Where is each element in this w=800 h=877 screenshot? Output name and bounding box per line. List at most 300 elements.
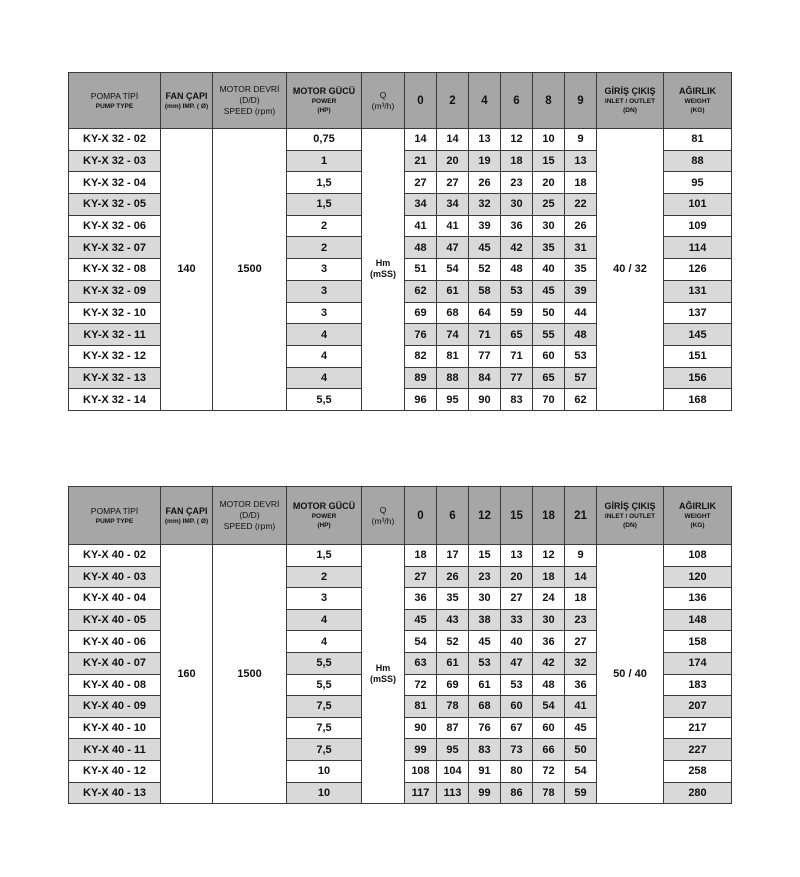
inlet-outlet-unit: (DN)	[623, 522, 637, 529]
motor-power-cell: 7,5	[287, 739, 362, 761]
head-value-cell: 57	[565, 367, 597, 389]
head-unit-line1: Hm	[375, 258, 391, 269]
pump-type-label-en: PUMP TYPE	[95, 102, 134, 110]
weight-unit: (KG)	[690, 522, 705, 529]
head-value-cell: 23	[469, 566, 501, 588]
motor-power-cell: 1,5	[287, 194, 362, 216]
inlet-outlet-label: GİRİŞ ÇIKIŞ	[604, 501, 656, 511]
head-value-cell: 36	[565, 674, 597, 696]
head-value-cell: 25	[533, 194, 565, 216]
pump-type-label-en: PUMP TYPE	[95, 517, 134, 525]
head-value-cell: 78	[437, 696, 469, 718]
head-value-cell: 76	[469, 717, 501, 739]
head-value-cell: 35	[533, 237, 565, 259]
motor-power-cell: 2	[287, 237, 362, 259]
motor-power-unit: (HP)	[317, 107, 331, 114]
motor-power-cell: 1,5	[287, 545, 362, 567]
head-value-cell: 83	[501, 389, 533, 411]
weight-cell: 280	[664, 782, 732, 804]
head-value-cell: 23	[501, 172, 533, 194]
head-value-cell: 69	[405, 302, 437, 324]
inlet-outlet-cell: 50 / 40	[597, 545, 664, 804]
head-value-cell: 12	[533, 545, 565, 567]
weight-cell: 158	[664, 631, 732, 653]
head-value-cell: 20	[437, 150, 469, 172]
flow-header	[362, 73, 405, 129]
weight-cell: 120	[664, 566, 732, 588]
motor-power-header	[287, 73, 362, 129]
head-value-cell: 52	[437, 631, 469, 653]
head-value-cell: 14	[565, 566, 597, 588]
inlet-outlet-label: GİRİŞ ÇIKIŞ	[604, 86, 656, 96]
head-value-cell: 90	[469, 389, 501, 411]
head-value-cell: 82	[405, 345, 437, 367]
head-value-cell: 87	[437, 717, 469, 739]
pump-type-cell: KY-X 40 - 11	[69, 739, 161, 761]
flow-value-header	[405, 487, 437, 545]
weight-cell: 114	[664, 237, 732, 259]
flow-header	[362, 487, 405, 545]
head-value-cell: 18	[501, 150, 533, 172]
motor-power-cell: 1	[287, 150, 362, 172]
pump-type-cell: KY-X 32 - 06	[69, 215, 161, 237]
motor-power-cell: 10	[287, 760, 362, 782]
head-value-cell: 42	[501, 237, 533, 259]
head-value-cell: 18	[565, 588, 597, 610]
motor-power-cell: 3	[287, 280, 362, 302]
head-value-cell: 71	[469, 324, 501, 346]
flow-value: 12	[478, 509, 491, 522]
weight-header	[664, 487, 732, 545]
weight-cell: 137	[664, 302, 732, 324]
head-value-cell: 45	[565, 717, 597, 739]
pump-type-cell: KY-X 40 - 06	[69, 631, 161, 653]
head-value-cell: 91	[469, 760, 501, 782]
head-value-cell: 71	[501, 345, 533, 367]
head-value-cell: 66	[533, 739, 565, 761]
pump-table-ky-x-40	[68, 486, 732, 804]
pump-type-cell: KY-X 32 - 07	[69, 237, 161, 259]
weight-cell: 109	[664, 215, 732, 237]
head-value-cell: 13	[469, 129, 501, 151]
head-value-cell: 26	[437, 566, 469, 588]
motor-power-unit: (HP)	[317, 522, 331, 529]
head-value-cell: 55	[533, 324, 565, 346]
flow-value-header	[469, 73, 501, 129]
table-row	[69, 545, 732, 567]
head-value-cell: 47	[437, 237, 469, 259]
head-value-cell: 95	[437, 389, 469, 411]
fan-diameter-label: FAN ÇAPI	[165, 505, 208, 516]
fan-diameter-label-en: (mm) IMP. ( Ø)	[164, 517, 209, 525]
head-value-cell: 73	[501, 739, 533, 761]
head-value-cell: 76	[405, 324, 437, 346]
fan-diameter-label: FAN ÇAPI	[165, 90, 208, 101]
head-unit-cell	[362, 545, 405, 804]
motor-power-cell: 7,5	[287, 696, 362, 718]
head-value-cell: 34	[437, 194, 469, 216]
head-value-cell: 40	[533, 259, 565, 281]
pump-type-label: POMPA TİPİ	[90, 90, 139, 101]
head-value-cell: 41	[565, 696, 597, 718]
weight-cell: 108	[664, 545, 732, 567]
head-value-cell: 23	[565, 609, 597, 631]
head-value-cell: 53	[469, 652, 501, 674]
head-value-cell: 9	[565, 545, 597, 567]
pump-type-cell: KY-X 32 - 11	[69, 324, 161, 346]
weight-cell: 145	[664, 324, 732, 346]
head-value-cell: 83	[469, 739, 501, 761]
head-value-cell: 14	[437, 129, 469, 151]
weight-cell: 217	[664, 717, 732, 739]
head-value-cell: 18	[533, 566, 565, 588]
weight-cell: 174	[664, 652, 732, 674]
motor-power-cell: 3	[287, 302, 362, 324]
head-value-cell: 89	[405, 367, 437, 389]
header-row	[69, 487, 732, 545]
head-value-cell: 9	[565, 129, 597, 151]
weight-cell: 126	[664, 259, 732, 281]
head-value-cell: 53	[501, 280, 533, 302]
flow-value-header	[501, 73, 533, 129]
flow-unit: (m³/h)	[371, 100, 395, 111]
motor-power-cell: 5,5	[287, 389, 362, 411]
head-value-cell: 51	[405, 259, 437, 281]
head-value-cell: 35	[437, 588, 469, 610]
head-value-cell: 45	[533, 280, 565, 302]
head-value-cell: 95	[437, 739, 469, 761]
flow-value: 0	[417, 94, 424, 107]
head-value-cell: 48	[533, 674, 565, 696]
flow-value-header	[533, 487, 565, 545]
flow-label: Q	[379, 504, 387, 515]
inlet-outlet-label-en: INLET / OUTLET	[604, 98, 656, 105]
motor-power-label: MOTOR GÜCÜ	[292, 501, 356, 511]
head-value-cell: 34	[405, 194, 437, 216]
weight-label: AĞIRLIK	[679, 501, 716, 511]
head-value-cell: 77	[469, 345, 501, 367]
head-value-cell: 60	[533, 717, 565, 739]
flow-value: 6	[449, 509, 456, 522]
head-value-cell: 32	[469, 194, 501, 216]
pump-type-cell: KY-X 40 - 05	[69, 609, 161, 631]
head-value-cell: 52	[469, 259, 501, 281]
head-value-cell: 62	[565, 389, 597, 411]
head-value-cell: 39	[565, 280, 597, 302]
head-value-cell: 30	[533, 609, 565, 631]
head-value-cell: 68	[469, 696, 501, 718]
head-value-cell: 27	[437, 172, 469, 194]
head-value-cell: 64	[469, 302, 501, 324]
flow-value-header	[565, 487, 597, 545]
head-value-cell: 10	[533, 129, 565, 151]
flow-unit: (m³/h)	[371, 515, 395, 526]
motor-speed-label-en: SPEED (rpm)	[223, 106, 276, 116]
head-value-cell: 35	[565, 259, 597, 281]
head-value-cell: 33	[501, 609, 533, 631]
head-value-cell: 88	[437, 367, 469, 389]
motor-power-header	[287, 487, 362, 545]
weight-cell: 227	[664, 739, 732, 761]
head-value-cell: 48	[405, 237, 437, 259]
weight-cell: 101	[664, 194, 732, 216]
pump-type-cell: KY-X 40 - 08	[69, 674, 161, 696]
table-row	[69, 129, 732, 151]
motor-power-cell: 3	[287, 259, 362, 281]
weight-cell: 258	[664, 760, 732, 782]
head-value-cell: 58	[469, 280, 501, 302]
head-value-cell: 13	[565, 150, 597, 172]
inlet-outlet-header	[597, 487, 664, 545]
head-value-cell: 59	[565, 782, 597, 804]
flow-value-header	[405, 73, 437, 129]
motor-speed-unit: (D/D)	[239, 510, 260, 520]
pump-type-cell: KY-X 40 - 07	[69, 652, 161, 674]
fan-diameter-cell: 140	[161, 129, 213, 411]
pump-type-cell: KY-X 40 - 03	[69, 566, 161, 588]
flow-value: 15	[510, 509, 523, 522]
fan-diameter-cell: 160	[161, 545, 213, 804]
head-value-cell: 27	[405, 172, 437, 194]
head-value-cell: 41	[405, 215, 437, 237]
weight-cell: 183	[664, 674, 732, 696]
head-unit-line2: (mSS)	[369, 269, 396, 280]
pump-type-header	[69, 73, 161, 129]
motor-speed-label: MOTOR DEVRİ	[219, 84, 280, 94]
weight-label-en: WEIGHT	[684, 513, 711, 520]
pump-type-label: POMPA TİPİ	[90, 505, 139, 516]
pump-type-cell: KY-X 32 - 13	[69, 367, 161, 389]
head-value-cell: 15	[469, 545, 501, 567]
motor-power-cell: 2	[287, 215, 362, 237]
head-value-cell: 60	[501, 696, 533, 718]
head-value-cell: 53	[565, 345, 597, 367]
motor-power-cell: 7,5	[287, 717, 362, 739]
flow-value-header	[469, 487, 501, 545]
motor-speed-label-en: SPEED (rpm)	[223, 521, 276, 531]
motor-speed-header	[213, 487, 287, 545]
head-value-cell: 117	[405, 782, 437, 804]
pump-type-cell: KY-X 40 - 09	[69, 696, 161, 718]
fan-diameter-label-en: (mm) IMP. ( Ø)	[164, 102, 209, 110]
pump-type-cell: KY-X 32 - 09	[69, 280, 161, 302]
head-unit-line2: (mSS)	[369, 674, 396, 685]
head-value-cell: 77	[501, 367, 533, 389]
pump-table-ky-x-32	[68, 72, 732, 411]
head-value-cell: 39	[469, 215, 501, 237]
head-value-cell: 86	[501, 782, 533, 804]
flow-value: 18	[542, 509, 555, 522]
head-value-cell: 27	[501, 588, 533, 610]
motor-power-label-en: POWER	[311, 513, 337, 520]
head-value-cell: 61	[469, 674, 501, 696]
head-value-cell: 43	[437, 609, 469, 631]
head-value-cell: 81	[437, 345, 469, 367]
head-value-cell: 72	[405, 674, 437, 696]
head-value-cell: 20	[501, 566, 533, 588]
pump-type-cell: KY-X 40 - 02	[69, 545, 161, 567]
head-value-cell: 48	[501, 259, 533, 281]
pump-type-cell: KY-X 32 - 12	[69, 345, 161, 367]
head-value-cell: 65	[533, 367, 565, 389]
motor-speed-unit: (D/D)	[239, 95, 260, 105]
head-value-cell: 19	[469, 150, 501, 172]
head-value-cell: 80	[501, 760, 533, 782]
head-value-cell: 74	[437, 324, 469, 346]
weight-cell: 148	[664, 609, 732, 631]
head-value-cell: 72	[533, 760, 565, 782]
motor-power-cell: 5,5	[287, 674, 362, 696]
head-value-cell: 84	[469, 367, 501, 389]
weight-label-en: WEIGHT	[684, 98, 711, 105]
head-value-cell: 63	[405, 652, 437, 674]
head-value-cell: 26	[565, 215, 597, 237]
head-value-cell: 45	[469, 237, 501, 259]
motor-power-cell: 1,5	[287, 172, 362, 194]
motor-power-cell: 3	[287, 588, 362, 610]
head-value-cell: 13	[501, 545, 533, 567]
motor-speed-header	[213, 73, 287, 129]
flow-value-header	[437, 487, 469, 545]
weight-cell: 81	[664, 129, 732, 151]
head-value-cell: 54	[437, 259, 469, 281]
head-value-cell: 27	[565, 631, 597, 653]
head-value-cell: 69	[437, 674, 469, 696]
motor-power-label: MOTOR GÜCÜ	[292, 86, 356, 96]
pump-type-cell: KY-X 40 - 10	[69, 717, 161, 739]
motor-power-cell: 0,75	[287, 129, 362, 151]
head-value-cell: 54	[565, 760, 597, 782]
head-value-cell: 62	[405, 280, 437, 302]
head-value-cell: 59	[501, 302, 533, 324]
head-value-cell: 108	[405, 760, 437, 782]
inlet-outlet-header	[597, 73, 664, 129]
head-value-cell: 32	[565, 652, 597, 674]
head-value-cell: 45	[469, 631, 501, 653]
head-value-cell: 47	[501, 652, 533, 674]
head-value-cell: 67	[501, 717, 533, 739]
head-value-cell: 20	[533, 172, 565, 194]
weight-header	[664, 73, 732, 129]
head-value-cell: 18	[405, 545, 437, 567]
head-value-cell: 27	[405, 566, 437, 588]
flow-value: 9	[577, 94, 584, 107]
flow-value-header	[565, 73, 597, 129]
head-value-cell: 45	[405, 609, 437, 631]
head-value-cell: 36	[405, 588, 437, 610]
flow-value-header	[533, 73, 565, 129]
head-value-cell: 18	[565, 172, 597, 194]
head-value-cell: 30	[501, 194, 533, 216]
motor-power-cell: 5,5	[287, 652, 362, 674]
pump-type-cell: KY-X 32 - 02	[69, 129, 161, 151]
head-unit-cell	[362, 129, 405, 411]
head-value-cell: 90	[405, 717, 437, 739]
head-value-cell: 30	[469, 588, 501, 610]
head-value-cell: 36	[501, 215, 533, 237]
pump-type-cell: KY-X 32 - 05	[69, 194, 161, 216]
head-value-cell: 40	[501, 631, 533, 653]
motor-power-cell: 4	[287, 609, 362, 631]
head-value-cell: 41	[437, 215, 469, 237]
weight-cell: 131	[664, 280, 732, 302]
weight-cell: 207	[664, 696, 732, 718]
flow-value: 0	[417, 509, 424, 522]
weight-cell: 95	[664, 172, 732, 194]
weight-cell: 88	[664, 150, 732, 172]
head-value-cell: 60	[533, 345, 565, 367]
pump-type-cell: KY-X 40 - 04	[69, 588, 161, 610]
head-value-cell: 21	[405, 150, 437, 172]
head-value-cell: 48	[565, 324, 597, 346]
head-value-cell: 104	[437, 760, 469, 782]
fan-diameter-header	[161, 487, 213, 545]
weight-cell: 151	[664, 345, 732, 367]
flow-label: Q	[379, 89, 387, 100]
head-value-cell: 96	[405, 389, 437, 411]
motor-power-cell: 4	[287, 367, 362, 389]
head-value-cell: 17	[437, 545, 469, 567]
inlet-outlet-cell: 40 / 32	[597, 129, 664, 411]
head-value-cell: 53	[501, 674, 533, 696]
head-value-cell: 38	[469, 609, 501, 631]
head-value-cell: 70	[533, 389, 565, 411]
motor-speed-cell: 1500	[213, 545, 287, 804]
head-value-cell: 50	[533, 302, 565, 324]
head-value-cell: 31	[565, 237, 597, 259]
flow-value-header	[437, 73, 469, 129]
motor-speed-cell: 1500	[213, 129, 287, 411]
flow-value-header	[501, 487, 533, 545]
motor-power-cell: 4	[287, 345, 362, 367]
weight-cell: 136	[664, 588, 732, 610]
weight-cell: 168	[664, 389, 732, 411]
flow-value: 6	[513, 94, 520, 107]
pump-type-cell: KY-X 32 - 14	[69, 389, 161, 411]
pump-type-cell: KY-X 32 - 08	[69, 259, 161, 281]
head-value-cell: 42	[533, 652, 565, 674]
head-value-cell: 99	[405, 739, 437, 761]
motor-power-cell: 2	[287, 566, 362, 588]
flow-value: 21	[574, 509, 587, 522]
motor-power-label-en: POWER	[311, 98, 337, 105]
weight-cell: 156	[664, 367, 732, 389]
head-value-cell: 30	[533, 215, 565, 237]
pump-type-cell: KY-X 32 - 10	[69, 302, 161, 324]
head-value-cell: 12	[501, 129, 533, 151]
flow-value: 8	[545, 94, 552, 107]
head-value-cell: 50	[565, 739, 597, 761]
weight-unit: (KG)	[690, 107, 705, 114]
flow-value: 2	[449, 94, 456, 107]
head-value-cell: 68	[437, 302, 469, 324]
head-value-cell: 81	[405, 696, 437, 718]
head-value-cell: 78	[533, 782, 565, 804]
head-value-cell: 44	[565, 302, 597, 324]
pump-type-cell: KY-X 32 - 03	[69, 150, 161, 172]
head-unit-line1: Hm	[375, 663, 391, 674]
inlet-outlet-unit: (DN)	[623, 107, 637, 114]
pump-type-header	[69, 487, 161, 545]
head-value-cell: 24	[533, 588, 565, 610]
head-value-cell: 54	[533, 696, 565, 718]
pump-type-cell: KY-X 40 - 13	[69, 782, 161, 804]
head-value-cell: 15	[533, 150, 565, 172]
head-value-cell: 22	[565, 194, 597, 216]
head-value-cell: 54	[405, 631, 437, 653]
motor-power-cell: 10	[287, 782, 362, 804]
head-value-cell: 26	[469, 172, 501, 194]
